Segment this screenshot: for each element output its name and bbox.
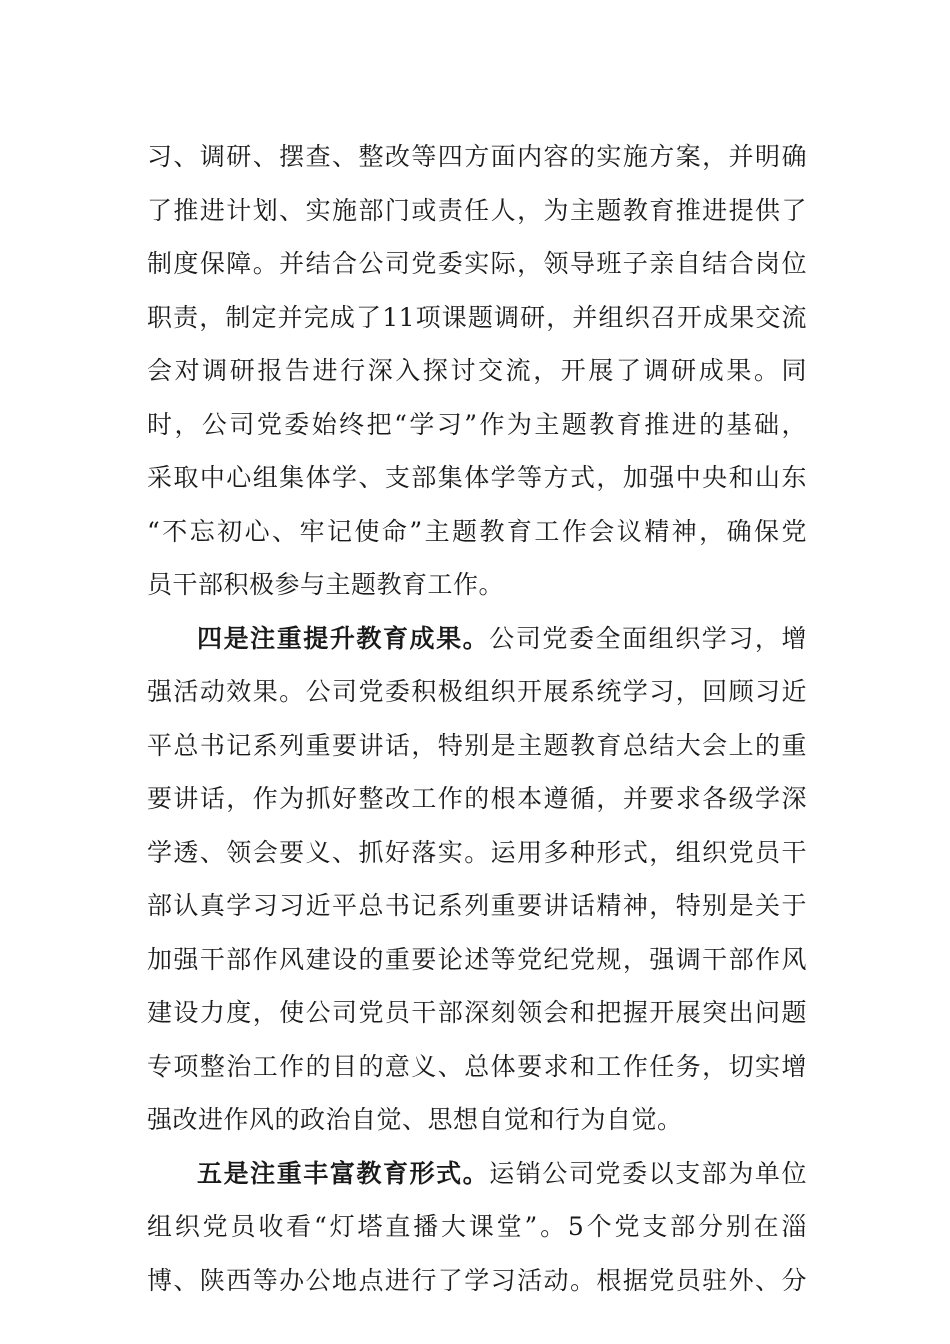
paragraph-2-line-5: 学透、领会要义、抓好落实。运用多种形式，组织党员干 <box>147 837 807 867</box>
paragraph-1-line-2: 了推进计划、实施部门或责任人，为主题教育推进提供了 <box>147 195 807 225</box>
paragraph-2-line-2: 强活动效果。公司党委积极组织开展系统学习，回顾习近 <box>147 677 807 706</box>
paragraph-2-line-9: 专项整治工作的目的意义、总体要求和工作任务，切实增 <box>147 1051 807 1081</box>
body-text <box>147 130 807 1307</box>
paragraph-1-line-6: 时，公司党委始终把“学习”作为主题教育推进的基础， <box>147 409 807 439</box>
paragraph-2-line-8: 建设力度，使公司党员干部深刻领会和把握开展突出问题 <box>147 998 807 1027</box>
paragraph-1-line-4: 职责，制定并完成了11项课题调研，并组织召开成果交流 <box>147 302 807 332</box>
paragraph-2-line-10: 强改进作风的政治自觉、思想自觉和行为自觉。 <box>147 1105 683 1134</box>
paragraph-3-line-1-text: 运销公司党委以支部为单位 <box>489 1158 807 1188</box>
paragraph-2-line-6: 部认真学习习近平总书记系列重要讲话精神，特别是关于 <box>147 891 807 920</box>
paragraph-2-line-1-text: 公司党委全面组织学习，增 <box>489 623 807 653</box>
paragraph-3-lead: 五是注重丰富教育形式。 <box>197 1158 490 1188</box>
paragraph-1-line-7: 采取中心组集体学、支部集体学等方式，加强中央和山东 <box>147 463 807 492</box>
paragraph-2-line-3: 平总书记系列重要讲话，特别是主题教育总结大会上的重 <box>147 730 807 760</box>
paragraph-3-line-3: 博、陕西等办公地点进行了学习活动。根据党员驻外、分 <box>147 1265 807 1295</box>
paragraph-3-line-2: 组织党员收看“灯塔直播大课堂”。5个党支部分别在淄 <box>147 1212 807 1241</box>
paragraph-1-line-5: 会对调研报告进行深入探讨交流，开展了调研成果。同 <box>147 356 807 385</box>
paragraph-2-lead: 四是注重提升教育成果。 <box>197 623 490 653</box>
paragraph-1-line-3: 制度保障。并结合公司党委实际，领导班子亲自结合岗位 <box>147 249 807 278</box>
paragraph-2-line-4: 要讲话，作为抓好整改工作的根本遵循，并要求各级学深 <box>147 784 807 813</box>
paragraph-2-line-1 <box>147 612 807 666</box>
paragraph-1-line-1: 习、调研、摆查、整改等四方面内容的实施方案，并明确 <box>147 142 807 171</box>
paragraph-3-line-1 <box>147 1147 807 1201</box>
paragraph-1-line-9: 员干部积极参与主题教育工作。 <box>147 570 505 599</box>
paragraph-2-line-7: 加强干部作风建设的重要论述等党纪党规，强调干部作风 <box>147 944 807 974</box>
paragraph-1-line-8: “不忘初心、牢记使命”主题教育工作会议精神，确保党 <box>147 516 807 546</box>
